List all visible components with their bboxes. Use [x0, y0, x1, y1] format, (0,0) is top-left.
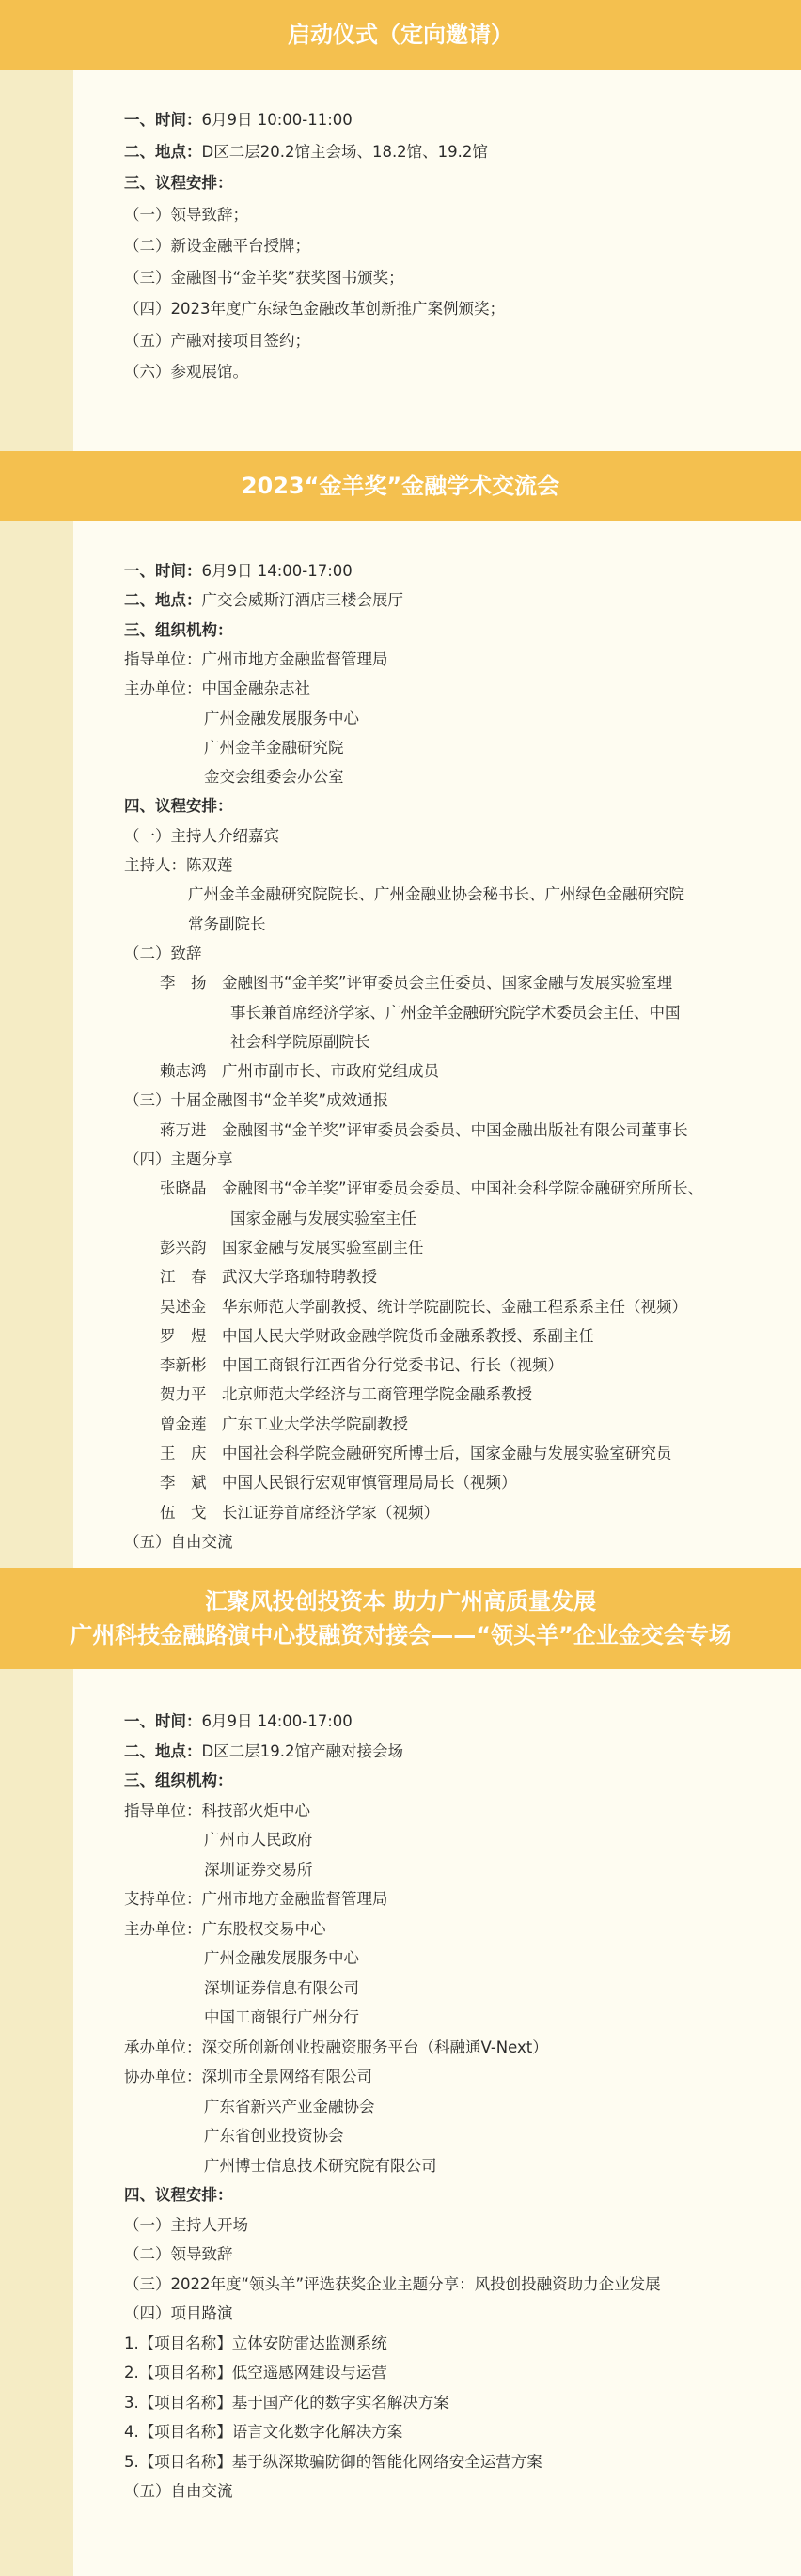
line-text: 江 春 武汉大学珞珈特聘教授	[160, 1268, 377, 1287]
line-text: 李 扬 金融图书“金羊奖”评审委员会主任委员、国家金融与发展实验室理	[160, 974, 673, 992]
line-text: 4.【项目名称】语言文化数字化解决方案	[124, 2423, 403, 2441]
heading-label: 二、地点：	[124, 591, 202, 610]
line-text: （六）参观展馆。	[124, 363, 248, 381]
line-text: 广州金融发展服务中心	[204, 709, 359, 727]
agenda-line	[204, 766, 344, 788]
line-text: 王 庆 中国社会科学院金融研究所博士后，国家金融与发展实验室研究员	[160, 1444, 672, 1462]
agenda-line	[124, 1800, 310, 1822]
agenda-line	[204, 2155, 437, 2178]
line-text: 深圳证券交易所	[204, 1860, 313, 1879]
line-text: （四）2023年度广东绿色金融改革创新推广案例颁奖；	[124, 300, 505, 318]
agenda-line	[124, 2303, 233, 2325]
line-text: （二）领导致辞	[124, 2245, 233, 2263]
heading-row	[124, 1770, 233, 1792]
line-text: 广交会威斯汀酒店三楼会展厅	[201, 591, 403, 610]
line-text: 广州金融发展服务中心	[204, 1949, 359, 1967]
line-text: 深圳证券信息有限公司	[204, 1978, 359, 1997]
line-text: 6月9日 14:00-17:00	[201, 562, 353, 580]
agenda-line	[124, 1888, 388, 1911]
line-text: 6月9日 10:00-11:00	[201, 111, 353, 129]
agenda-line	[204, 2006, 359, 2029]
agenda-line	[124, 2243, 233, 2266]
agenda-line	[160, 1325, 594, 1348]
agenda-line	[124, 943, 202, 965]
agenda-line	[204, 1977, 359, 2000]
section-title-line: 广州科技金融路演中心投融资对接会——“领头羊”企业金交会专场	[70, 1622, 731, 1648]
agenda-line	[124, 2392, 449, 2414]
agenda-line	[124, 2273, 661, 2296]
agenda-line	[124, 361, 248, 383]
line-text: 主办单位：中国金融杂志社	[124, 679, 310, 698]
line-text: （五）产融对接项目签约；	[124, 331, 310, 350]
agenda-line	[160, 1296, 687, 1319]
agenda-line	[124, 235, 310, 258]
left-decor-stripe	[0, 0, 73, 2576]
agenda-line	[230, 1002, 681, 1024]
line-text: （三）2022年度“领头羊”评选获奖企业主题分享：风投创投融资助力企业发展	[124, 2274, 661, 2293]
heading-label: 一、时间：	[124, 111, 202, 129]
line-text: 主持人：陈双莲	[124, 856, 233, 874]
line-text: 中国工商银行广州分行	[204, 2008, 359, 2026]
line-text: 协办单位：深圳市全景网络有限公司	[124, 2068, 372, 2085]
heading-row	[124, 795, 233, 818]
line-text: 广州博士信息技术研究院有限公司	[204, 2156, 437, 2175]
line-text: 3.【项目名称】基于国产化的数字实名解决方案	[124, 2393, 449, 2412]
section-2-banner	[0, 451, 801, 521]
agenda-line	[160, 972, 672, 994]
line-text: 赖志鸿 广州市副市长、市政府党组成员	[160, 1062, 439, 1081]
agenda-line	[124, 2214, 248, 2237]
heading-label: 四、议程安排：	[124, 797, 233, 816]
agenda-line	[188, 883, 684, 906]
agenda-line	[204, 1829, 313, 1851]
line-text: 支持单位：广州市地方金融监督管理局	[124, 1890, 388, 1908]
line-text: 吴述金 华东师范大学副教授、统计学院副院长、金融工程系系主任（视频）	[160, 1297, 687, 1316]
section-title-line: 启动仪式（定向邀请）	[288, 22, 513, 48]
agenda-line	[160, 1266, 377, 1288]
heading-row	[124, 560, 353, 583]
line-text: （二）新设金融平台授牌；	[124, 237, 310, 255]
agenda-line	[124, 854, 233, 877]
agenda-line	[160, 1178, 703, 1200]
line-text: 1.【项目名称】立体安防雷达监测系统	[124, 2334, 387, 2352]
agenda-line	[124, 2421, 402, 2443]
agenda-line	[160, 1413, 408, 1436]
agenda-line	[124, 298, 505, 320]
agenda-line	[204, 708, 359, 730]
line-text: 主办单位：广东股权交易中心	[124, 1919, 326, 1938]
agenda-line	[160, 1472, 517, 1494]
heading-row	[124, 172, 233, 195]
line-text: （一）领导致辞；	[124, 205, 248, 224]
heading-row	[124, 2184, 233, 2207]
agenda-line	[124, 2362, 387, 2384]
agenda-line	[124, 2451, 542, 2474]
line-text: 蒋万进 金融图书“金羊奖”评审委员会委员、中国金融出版社有限公司董事长	[160, 1120, 688, 1139]
agenda-line	[204, 737, 344, 759]
line-text: （一）主持人开场	[124, 2215, 248, 2234]
agenda-line	[204, 2096, 375, 2118]
line-text: （二）致辞	[124, 944, 202, 962]
agenda-line	[204, 1859, 313, 1881]
line-text: 2.【项目名称】低空遥感网建设与运营	[124, 2364, 387, 2381]
agenda-line	[124, 2333, 387, 2355]
agenda-line	[124, 648, 388, 671]
line-text: 广东省创业投资协会	[204, 2127, 344, 2145]
line-text: 贺力平 北京师范大学经济与工商管理学院金融系教授	[160, 1385, 532, 1404]
heading-row	[124, 1741, 403, 1763]
heading-label: 四、议程安排：	[124, 2186, 233, 2204]
agenda-line	[124, 1531, 233, 1553]
line-text: 李新彬 中国工商银行江西省分行党委书记、行长（视频）	[160, 1356, 563, 1375]
heading-label: 二、地点：	[124, 142, 202, 161]
line-text: D区二层20.2馆主会场、18.2馆、19.2馆	[201, 142, 488, 161]
agenda-line	[124, 267, 404, 289]
heading-label: 三、组织机构：	[124, 1772, 233, 1789]
agenda-line	[160, 1060, 439, 1083]
line-text: （三）十届金融图书“金羊奖”成效通报	[124, 1091, 389, 1110]
agenda-line	[160, 1119, 688, 1142]
line-text: （四）主题分享	[124, 1150, 233, 1168]
heading-row	[124, 589, 403, 612]
agenda-line	[160, 1383, 532, 1406]
agenda-line	[124, 1918, 326, 1941]
heading-label: 三、议程安排：	[124, 174, 233, 192]
agenda-line	[124, 2480, 233, 2503]
agenda-line	[124, 1148, 233, 1171]
agenda-line	[124, 1089, 388, 1112]
agenda-line	[230, 1031, 370, 1054]
line-text: （四）项目路演	[124, 2304, 233, 2322]
line-text: 国家金融与发展实验室主任	[230, 1209, 416, 1227]
line-text: 彭兴韵 国家金融与发展实验室副主任	[160, 1238, 424, 1257]
agenda-line	[124, 2066, 372, 2088]
heading-label: 一、时间：	[124, 1712, 202, 1730]
line-text: （五）自由交流	[124, 2482, 233, 2500]
agenda-line	[124, 825, 279, 848]
line-text: 曾金莲 广东工业大学法学院副教授	[160, 1414, 408, 1433]
line-text: 罗 煜 中国人民大学财政金融学院货币金融系教授、系副主任	[160, 1326, 594, 1345]
heading-label: 三、组织机构：	[124, 620, 233, 639]
agenda-line	[124, 204, 248, 226]
agenda-line	[160, 1502, 439, 1524]
agenda-line	[204, 2125, 344, 2147]
line-text: 张晓晶 金融图书“金羊奖”评审委员会委员、中国社会科学院金融研究所所长、	[160, 1179, 704, 1198]
section-3-banner	[0, 1568, 801, 1669]
agenda-line	[124, 2037, 548, 2059]
line-text: 广州市人民政府	[204, 1831, 313, 1849]
line-text: D区二层19.2馆产融对接会场	[201, 1741, 403, 1760]
agenda-line	[160, 1237, 424, 1259]
heading-row	[124, 619, 233, 642]
line-text: 李 斌 中国人民银行宏观审慎管理局局长（视频）	[160, 1474, 517, 1492]
line-text: 金交会组委会办公室	[204, 768, 344, 787]
line-text: 指导单位：科技部火炬中心	[124, 1801, 310, 1819]
line-text: 常务副院长	[188, 914, 266, 933]
agenda-line	[188, 913, 266, 936]
line-text: （一）主持人介绍嘉宾	[124, 826, 279, 845]
heading-row	[124, 1710, 353, 1733]
line-text: 广州金羊金融研究院	[204, 738, 344, 757]
line-text: 广州金羊金融研究院院长、广州金融业协会秘书长、广州绿色金融研究院	[188, 885, 684, 904]
section-title-line: 汇聚风投创投资本 助力广州高质量发展	[204, 1588, 597, 1615]
agenda-line	[230, 1208, 416, 1230]
section-title-line: 2023“金羊奖”金融学术交流会	[241, 473, 560, 499]
line-text: 6月9日 14:00-17:00	[201, 1712, 353, 1730]
heading-label: 一、时间：	[124, 562, 202, 580]
line-text: 事长兼首席经济学家、广州金羊金融研究院学术委员会主任、中国	[230, 1003, 681, 1022]
line-text: 承办单位：深交所创新创业投融资服务平台（科融通V-Next）	[124, 2037, 548, 2056]
line-text: 社会科学院原副院长	[230, 1032, 370, 1051]
agenda-line	[124, 330, 310, 352]
heading-label: 二、地点：	[124, 1741, 202, 1760]
heading-row	[124, 109, 353, 132]
agenda-line	[124, 678, 310, 700]
line-text: 5.【项目名称】基于纵深欺骗防御的智能化网络安全运营方案	[124, 2452, 542, 2471]
agenda-line	[160, 1443, 672, 1465]
section-1-banner	[0, 0, 801, 70]
agenda-line	[160, 1354, 563, 1377]
line-text: （五）自由交流	[124, 1532, 233, 1551]
line-text: 伍 戈 长江证券首席经济学家（视频）	[160, 1503, 439, 1522]
heading-row	[124, 141, 488, 164]
line-text: 广东省新兴产业金融协会	[204, 2097, 375, 2115]
agenda-line	[204, 1947, 359, 1970]
line-text: 指导单位：广州市地方金融监督管理局	[124, 649, 388, 668]
line-text: （三）金融图书“金羊奖”获奖图书颁奖；	[124, 268, 404, 287]
